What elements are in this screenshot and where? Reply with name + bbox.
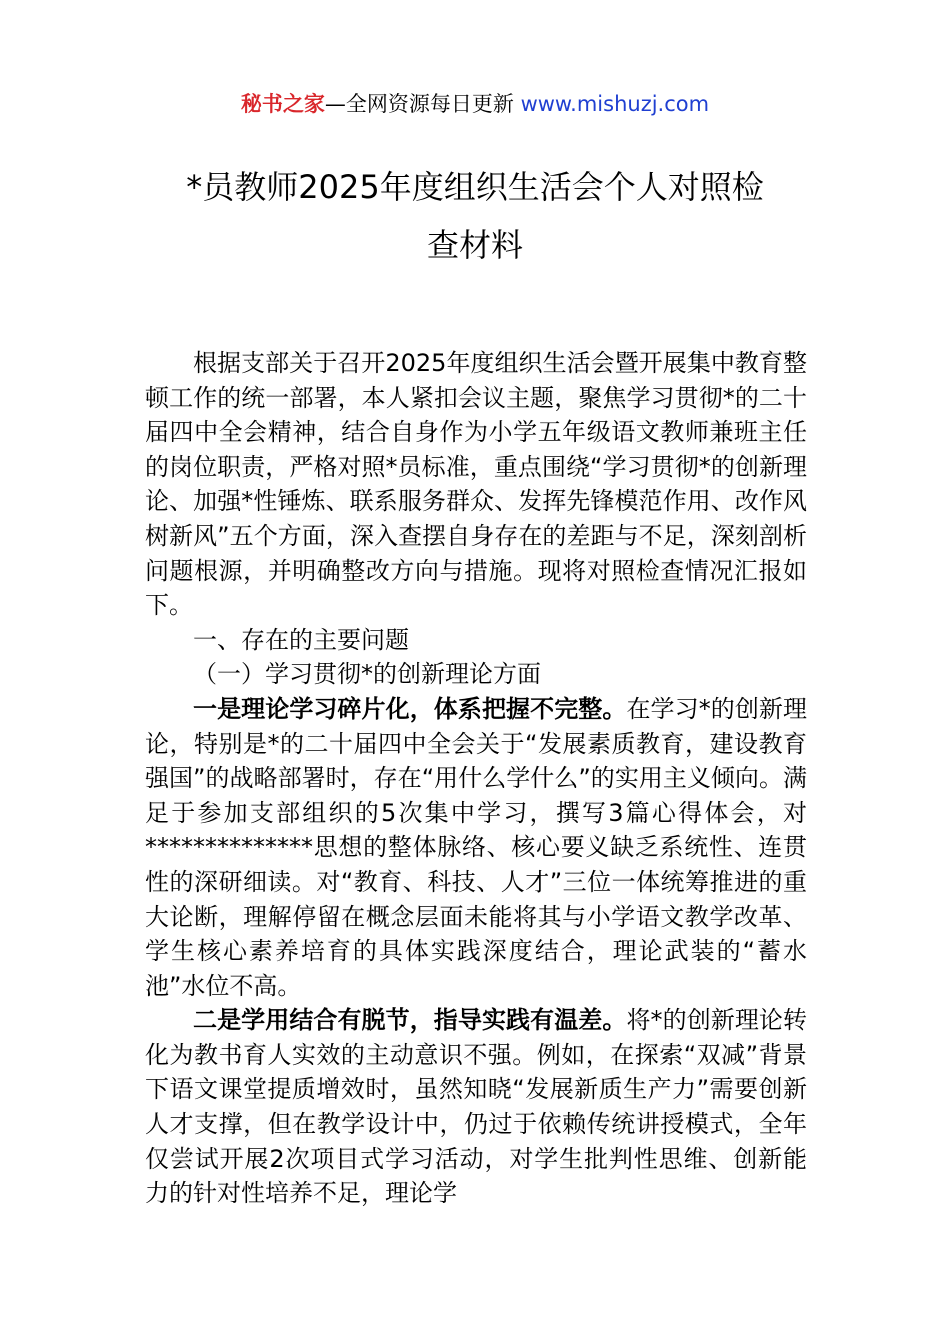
site-tagline: —全网资源每日更新 [324, 92, 521, 116]
intro-paragraph: 根据支部关于召开2025年度组织生活会暨开展集中教育整顿工作的统一部署，本人紧扣会议主题，聚焦学习贯彻*的二十届四中全会精神，结合自身作为小学五年级语文教师兼班主任的岗位职责，严格对照*员标准，重点围绕“学习贯彻*的创新理论、加强*性锤炼、联系服务群众、发挥先锋模范作用、改作风树新风”五个方面，深入查摆自身存在的差距与不足，深刻剖析问题根源，并明确整改方向与措施。现将对照检查情况汇报如下。 [145, 349, 807, 620]
document-title [140, 158, 810, 274]
section-heading-1: 一、存在的主要问题 [193, 625, 409, 654]
site-header [0, 88, 950, 120]
site-brand: 秘书之家 [240, 92, 325, 116]
title-line-2: 查材料 [426, 226, 523, 264]
point-2-lead: 二是学用结合有脱节，指导实践有温差。 [193, 1006, 627, 1035]
subsection-heading-1: （一）学习贯彻*的创新理论方面 [193, 660, 541, 689]
document-body [145, 346, 807, 1211]
point-2-text: 将*的创新理论转化为教书育人实效的主动意识不强。例如，在探索“双减”背景下语文课堂提质增效时，虽然知晓“发展新质生产力”需要创新人才支撑，但在教学设计中，仍过于依赖传统讲授模式，全年仅尝试开展2次项目式学习活动，对学生批判性思维、创新能力的针对性培养不足，理论学 [145, 1006, 808, 1208]
point-1-lead: 一是理论学习碎片化，体系把握不完整。 [193, 694, 627, 723]
title-line-1: *员教师2025年度组织生活会个人对照检 [186, 168, 764, 206]
point-paragraph-2 [145, 1003, 807, 1211]
point-paragraph-1 [145, 692, 807, 1003]
point-1-text: 在学习*的创新理论，特别是*的二十届四中全会关于“发展素质教育，建设教育强国”的战略部署时，存在“用什么学什么”的实用主义倾向。满足于参加支部组织的5次集中学习，撰写3篇心得体会，对**************思想的整体脉络、核心要义缺乏系统性、连贯性的深研细读。对“教育、科技、人才”三位一体统筹推进的重大论断，理解停留在概念层面未能将其与小学语文教学改革、学生核心素养培育的具体实践深度结合，理论武装的“蓄水池”水位不高。 [145, 694, 808, 1000]
site-url-link[interactable]: www.mishuzj.com [520, 92, 710, 116]
